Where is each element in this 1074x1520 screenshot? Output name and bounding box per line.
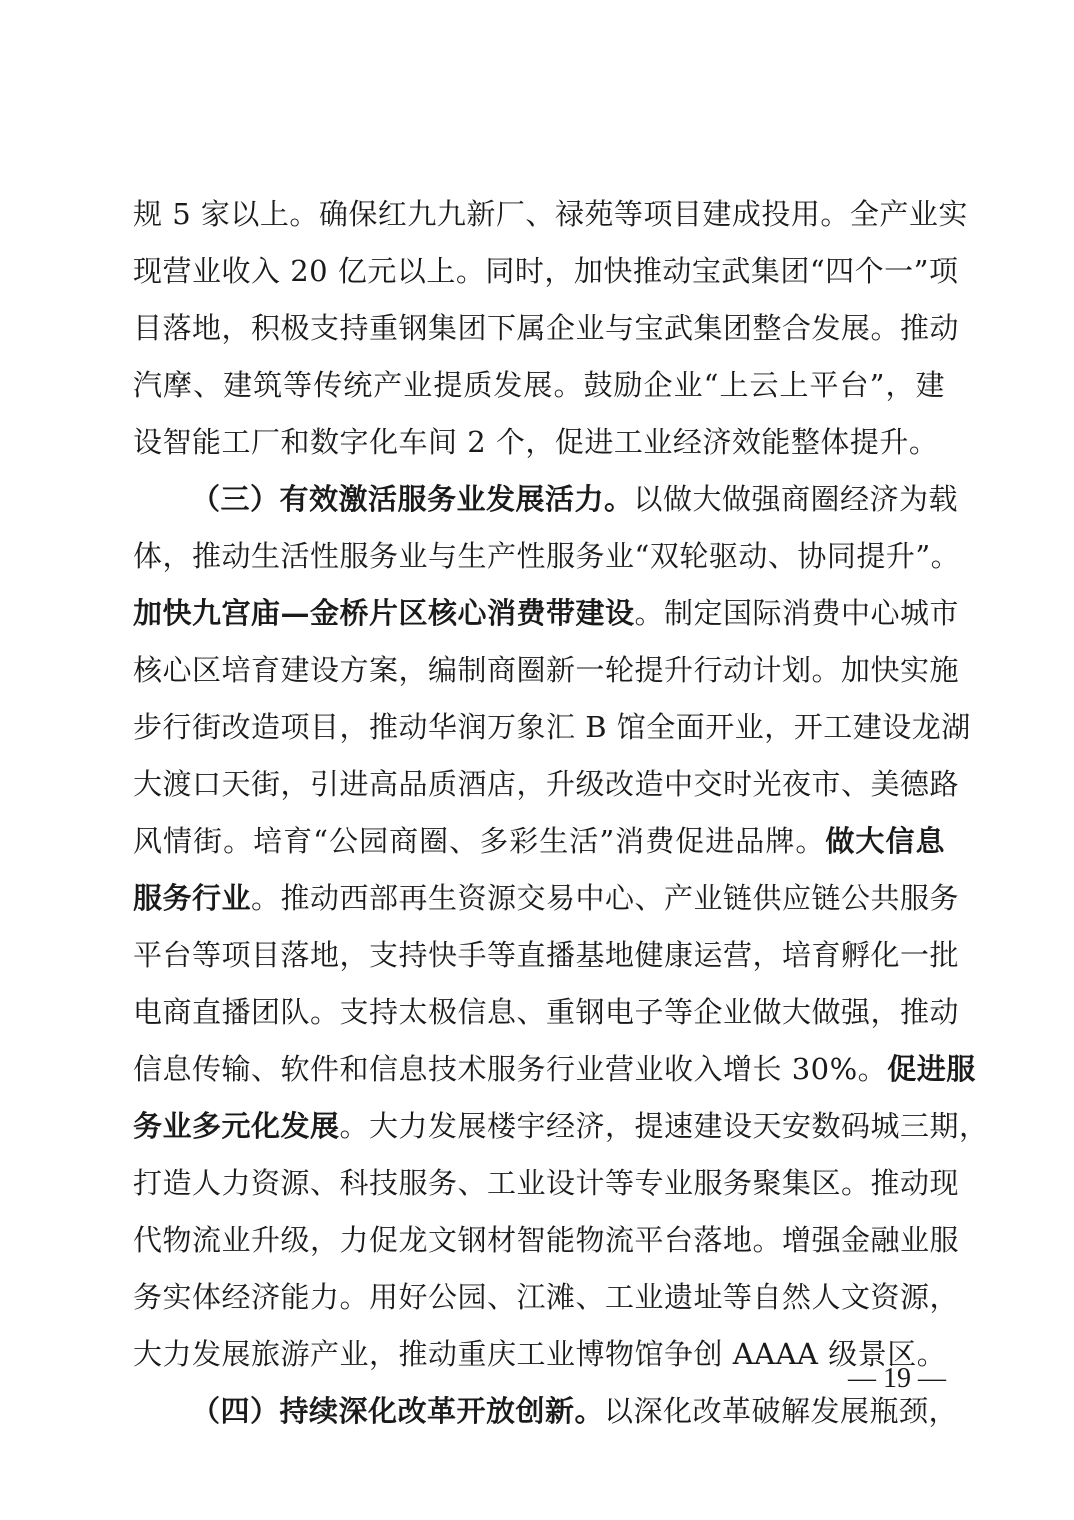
text-segment: 大渡口天街，引进高品质酒店，升级改造中交时光夜市、美德路 bbox=[133, 767, 960, 801]
text-segment: 。大力发展楼宇经济，提速建设天安数码城三期， bbox=[339, 1109, 989, 1143]
text-segment: 规 5 家以上。确保红九九新厂、禄苑等项目建成投用。全产业实 bbox=[133, 197, 968, 231]
page-number: — 19 — bbox=[848, 1363, 946, 1394]
text-line bbox=[133, 1212, 960, 1269]
text-segment: 核心区培育建设方案，编制商圈新一轮提升行动计划。加快实施 bbox=[133, 653, 960, 687]
bold-text-segment: 服务行业 bbox=[133, 881, 252, 915]
text-line bbox=[133, 756, 960, 813]
bold-text-segment: 促进服 bbox=[887, 1052, 976, 1086]
text-segment: 以做大做强商圈经济为载 bbox=[633, 482, 959, 516]
text-line bbox=[133, 927, 960, 984]
bold-text-segment: （四）持续深化改革开放创新。 bbox=[191, 1394, 605, 1428]
body-text bbox=[133, 186, 989, 1440]
text-segment: 代物流业升级，力促龙文钢材智能物流平台落地。增强金融业服 bbox=[133, 1223, 960, 1257]
text-line bbox=[133, 1269, 960, 1326]
text-segment: 信息传输、软件和信息技术服务行业营业收入增长 30%。 bbox=[133, 1052, 888, 1086]
text-line bbox=[133, 186, 968, 243]
text-line bbox=[133, 813, 945, 870]
text-line bbox=[133, 1383, 959, 1440]
text-segment: 电商直播团队。支持太极信息、重钢电子等企业做大做强，推动 bbox=[133, 995, 960, 1029]
text-line bbox=[133, 357, 945, 414]
text-line bbox=[133, 870, 960, 927]
text-line bbox=[133, 585, 960, 642]
text-line bbox=[133, 699, 971, 756]
text-segment: 现营业收入 20 亿元以上。 bbox=[133, 254, 486, 288]
text-segment: 平台等项目落地，支持快手等直播基地健康运营，培育孵化一批 bbox=[133, 938, 960, 972]
text-line bbox=[133, 1326, 945, 1383]
text-segment: 大力发展旅游产业，推动重庆工业博物馆争创 AAAA 级景区。 bbox=[133, 1337, 947, 1371]
text-segment: 打造人力资源、科技服务、工业设计等专业服务聚集区。推动现 bbox=[133, 1166, 960, 1200]
text-line bbox=[133, 414, 945, 471]
text-segment: 设智能工厂和数字化车间 2 个，促进工业经济效能整体提升。 bbox=[133, 425, 939, 459]
text-line bbox=[133, 1041, 976, 1098]
text-segment: 。制定国际消费中心城市 bbox=[634, 596, 960, 630]
text-segment: 目落地，积极支持重钢集团下属企业与宝武集团整合发展。推动 bbox=[133, 311, 960, 345]
text-line bbox=[133, 243, 959, 300]
text-segment: 。推动西部再生资源交易中心、产业链供应链公共服务 bbox=[251, 881, 960, 915]
text-line bbox=[133, 300, 960, 357]
text-segment: 体，推动生活性服务业与生产性服务业“双轮驱动、协同提升”。 bbox=[133, 539, 961, 573]
text-segment: 步行街改造项目，推动华润万象汇 B 馆全面开业，开工建设龙湖 bbox=[133, 710, 971, 744]
text-segment: 同时，加快推动宝武集团“四个一”项 bbox=[485, 254, 959, 288]
bold-text-segment: 做大信息 bbox=[825, 824, 945, 858]
text-segment: 汽摩、建筑等传统产业提质发展。鼓励企业“上云上平台”，建 bbox=[133, 368, 945, 402]
text-segment: 务实体经济能力。用好公园、江滩、工业遗址等自然人文资源， bbox=[133, 1280, 960, 1314]
bold-text-segment: （三）有效激活服务业发展活力。 bbox=[191, 482, 634, 516]
text-line bbox=[133, 1098, 989, 1155]
text-segment: 以深化改革破解发展瓶颈， bbox=[604, 1394, 959, 1428]
text-line bbox=[133, 984, 960, 1041]
text-line bbox=[133, 1155, 960, 1212]
text-line bbox=[133, 471, 959, 528]
text-line bbox=[133, 528, 961, 585]
text-line bbox=[133, 642, 960, 699]
text-segment: 风情街。培育“公园商圈、多彩生活”消费促进品牌。 bbox=[133, 824, 826, 858]
bold-text-segment: 务业多元化发展 bbox=[133, 1109, 340, 1143]
bold-text-segment: 加快九宫庙—金桥片区核心消费带建设 bbox=[133, 596, 635, 630]
